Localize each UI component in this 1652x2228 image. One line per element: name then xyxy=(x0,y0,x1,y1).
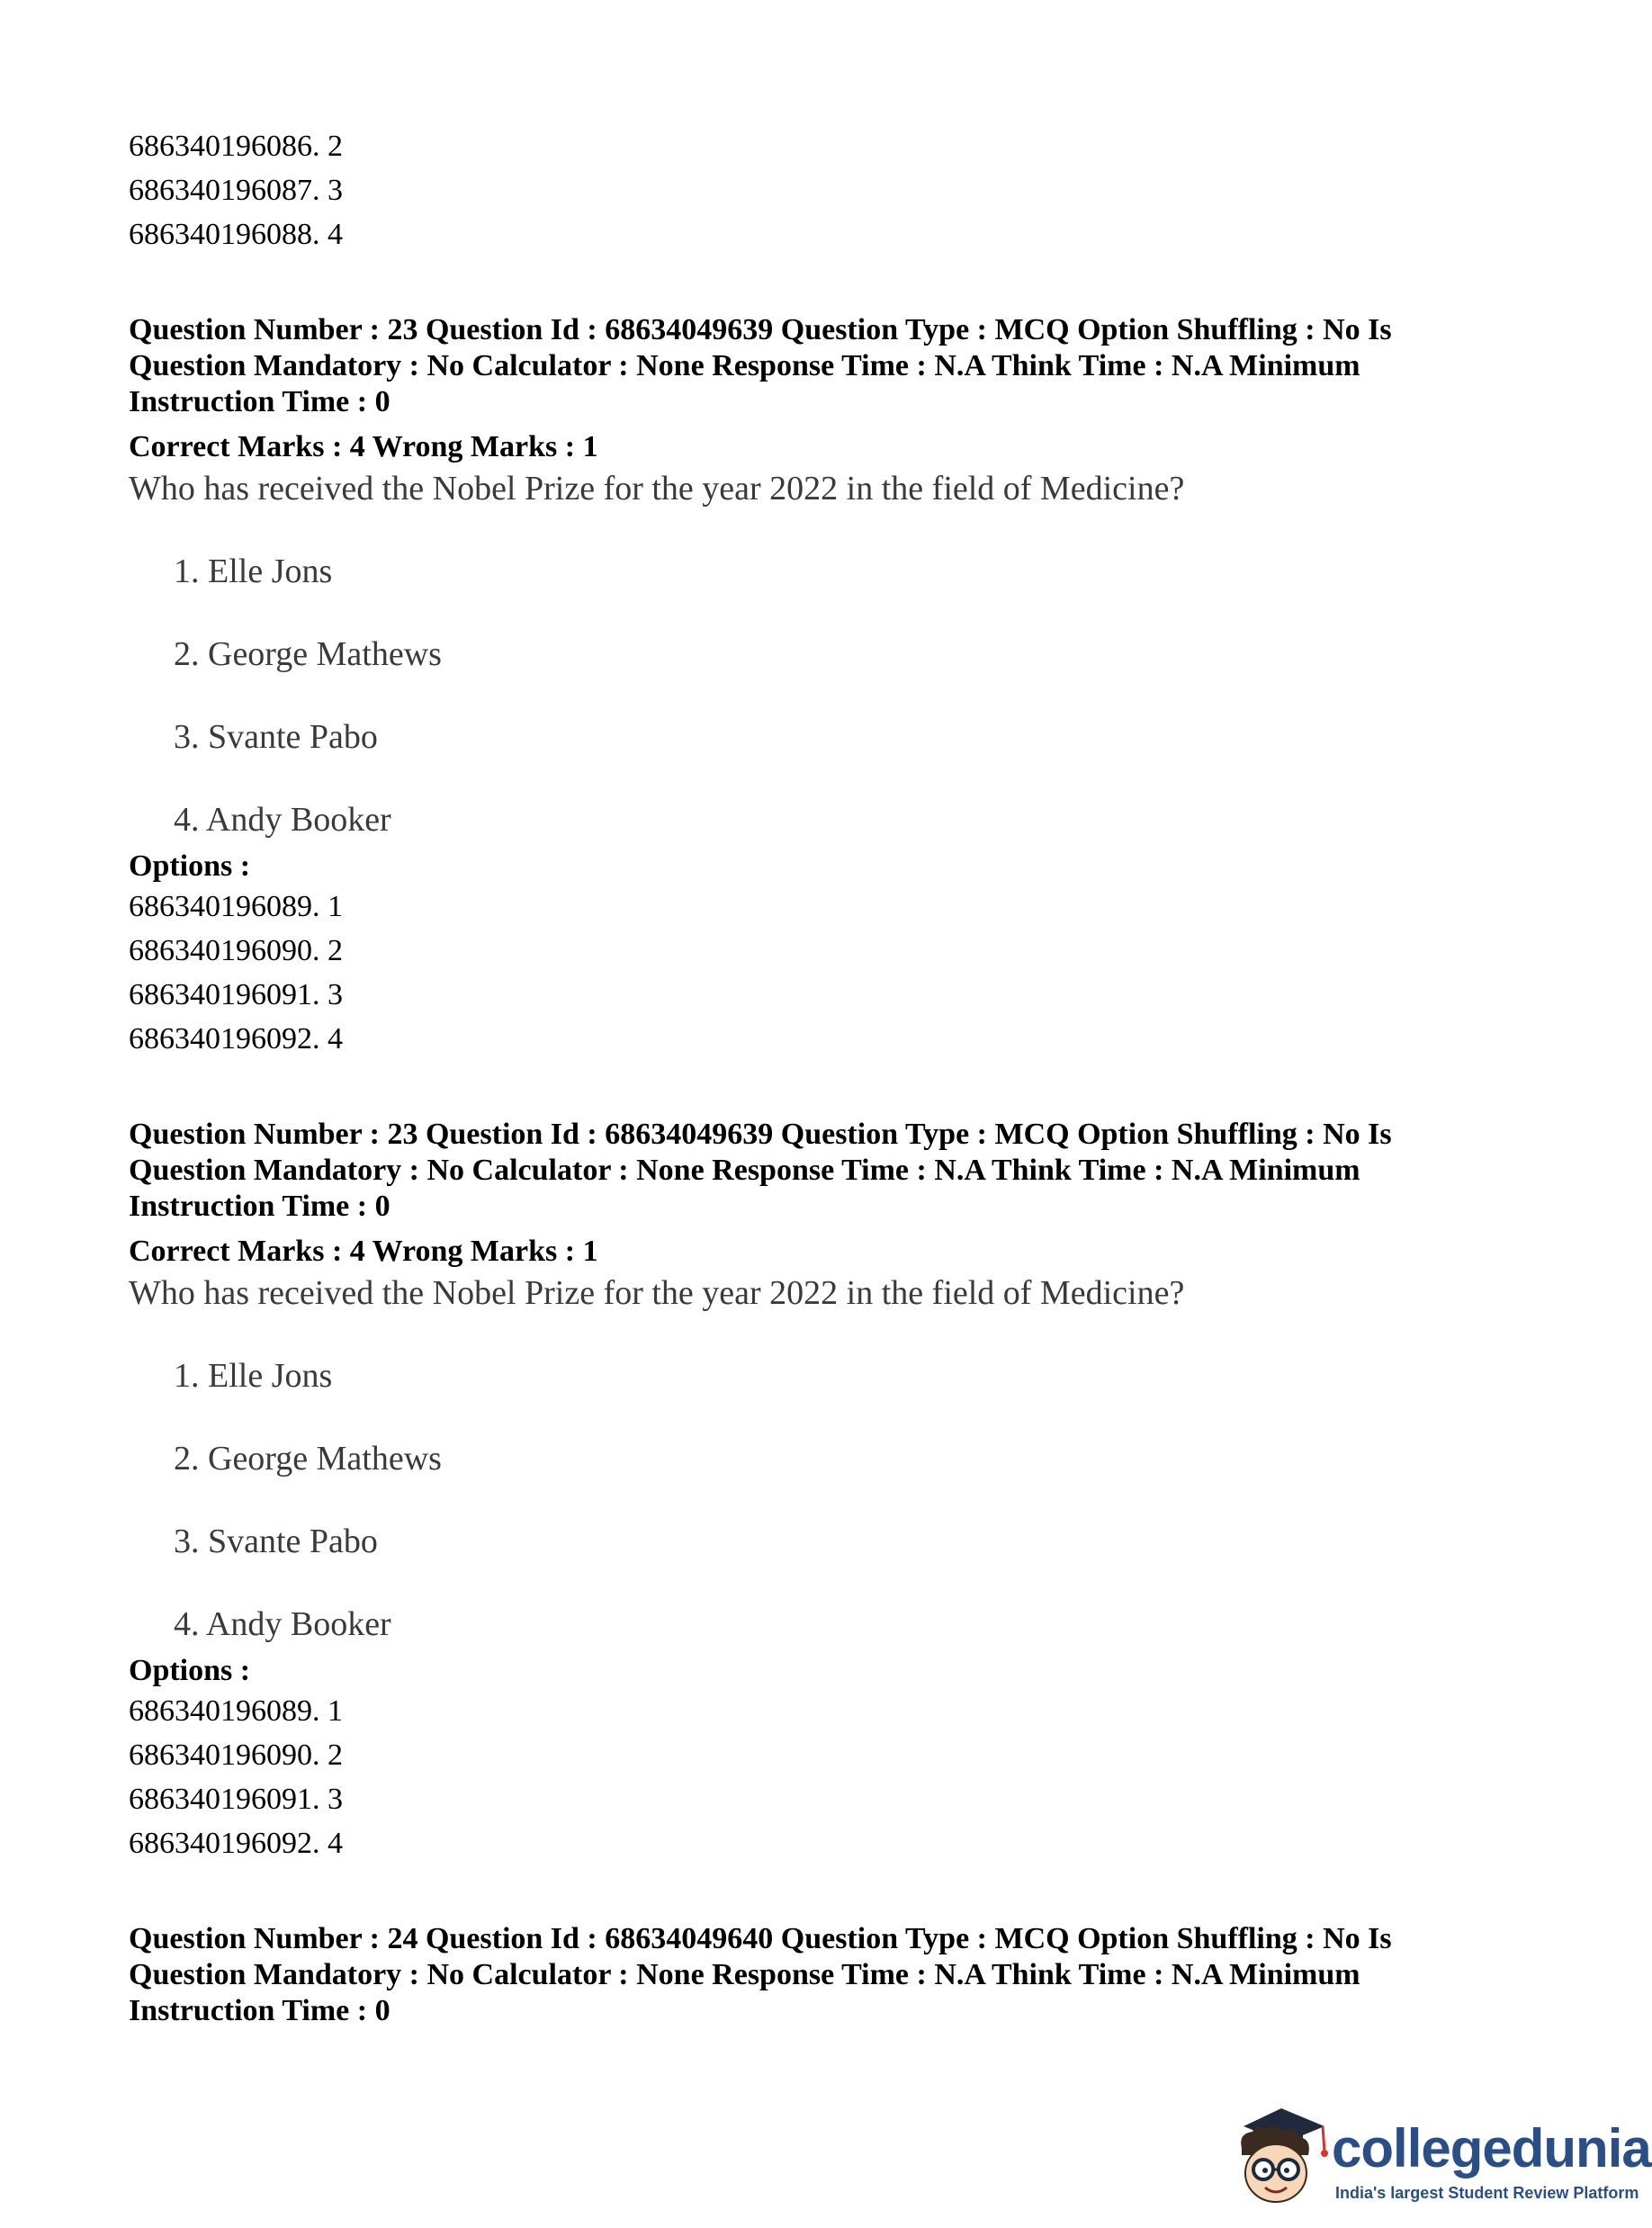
question-header-line: Instruction Time : 0 xyxy=(129,1994,391,2027)
question-header-line: Instruction Time : 0 xyxy=(129,1190,391,1223)
answer-choice: 1. Elle Jons xyxy=(174,1357,333,1395)
question-block xyxy=(129,312,1523,1061)
answer-choice: 2. George Mathews xyxy=(174,635,442,673)
question-block xyxy=(129,1117,1523,1865)
question-header-line: Question Mandatory : No Calculator : None Response Time : N.A Think Time : N.A Minimum xyxy=(129,1958,1360,1991)
question-header-line: Question Mandatory : No Calculator : None Response Time : N.A Think Time : N.A Minimum xyxy=(129,1154,1360,1187)
question-header-line: Question Number : 23 Question Id : 68634049639 Question Type : MCQ Option Shuffling : No Is xyxy=(129,313,1392,346)
marks-line: Correct Marks : 4 Wrong Marks : 1 xyxy=(129,430,598,463)
option-line: 686340196088. 4 xyxy=(129,218,343,251)
question-block xyxy=(129,1921,1523,2029)
question-text: Who has received the Nobel Prize for the year 2022 in the field of Medicine? xyxy=(129,470,1185,508)
option-line: 686340196090. 2 xyxy=(129,1738,343,1772)
answer-choice: 4. Andy Booker xyxy=(174,801,391,839)
collegedunia-logo[interactable] xyxy=(1226,2101,1651,2218)
question-header-line: Question Number : 24 Question Id : 68634049640 Question Type : MCQ Option Shuffling : No Is xyxy=(129,1922,1392,1955)
option-line: 686340196087. 3 xyxy=(129,174,343,207)
logo-brand-text: collegedunia xyxy=(1332,2118,1651,2179)
option-line: 686340196086. 2 xyxy=(129,130,343,163)
option-line: 686340196092. 4 xyxy=(129,1827,343,1860)
option-line: 686340196090. 2 xyxy=(129,934,343,967)
mascot-icon xyxy=(1226,2101,1332,2218)
question-header-line: Question Mandatory : No Calculator : None Response Time : N.A Think Time : N.A Minimum xyxy=(129,349,1360,382)
answer-choice: 3. Svante Pabo xyxy=(174,718,378,756)
question-header-line: Instruction Time : 0 xyxy=(129,385,391,418)
option-line: 686340196089. 1 xyxy=(129,890,343,923)
option-line: 686340196091. 3 xyxy=(129,978,343,1011)
answer-choice: 3. Svante Pabo xyxy=(174,1523,378,1560)
document-page xyxy=(129,124,1523,2029)
question-header-line: Question Number : 23 Question Id : 68634049639 Question Type : MCQ Option Shuffling : No Is xyxy=(129,1118,1392,1151)
option-line: 686340196092. 4 xyxy=(129,1022,343,1056)
answer-choice: 1. Elle Jons xyxy=(174,553,333,590)
options-label: Options : xyxy=(129,1654,251,1687)
question-text: Who has received the Nobel Prize for the year 2022 in the field of Medicine? xyxy=(129,1274,1185,1312)
options-label: Options : xyxy=(129,849,251,883)
option-line: 686340196091. 3 xyxy=(129,1783,343,1816)
answer-choice: 2. George Mathews xyxy=(174,1440,442,1478)
answer-choice: 4. Andy Booker xyxy=(174,1605,391,1643)
marks-line: Correct Marks : 4 Wrong Marks : 1 xyxy=(129,1235,598,1268)
logo-tagline: India's largest Student Review Platform xyxy=(1335,2184,1639,2202)
option-line: 686340196089. 1 xyxy=(129,1694,343,1728)
